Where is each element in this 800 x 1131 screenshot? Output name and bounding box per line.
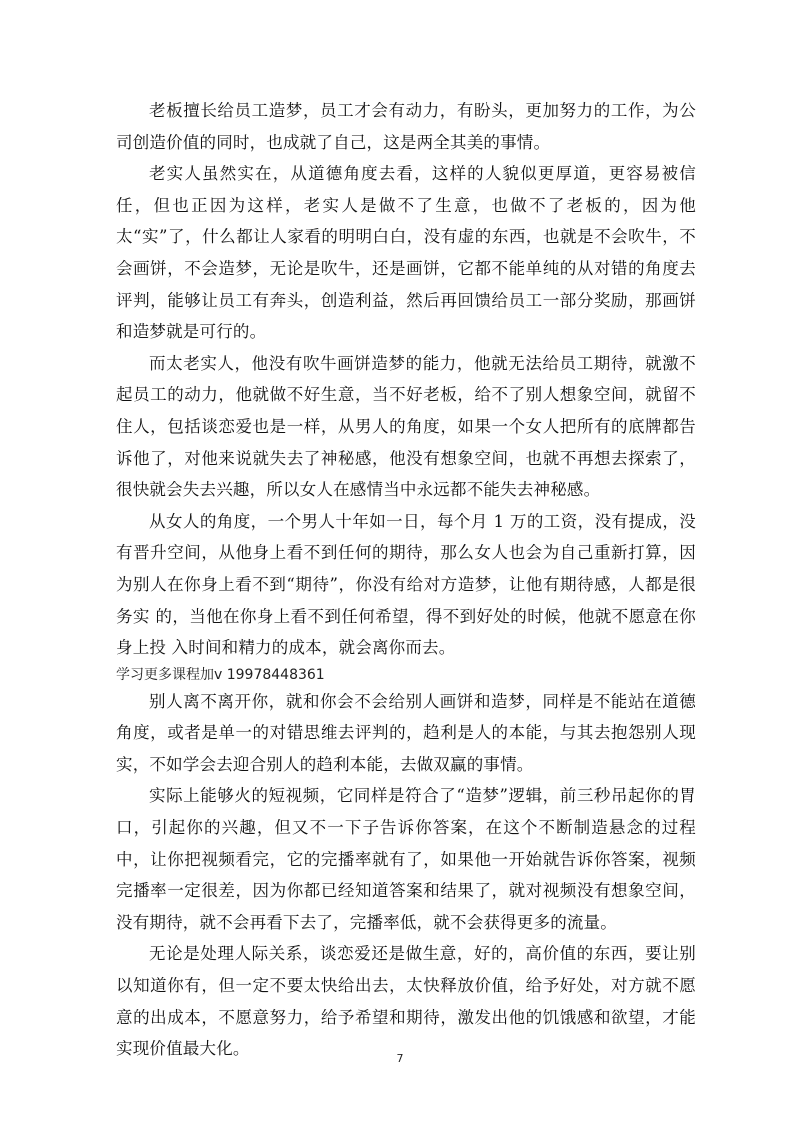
page-number: 7: [396, 1052, 404, 1065]
paragraph-1: 老板擅长给员工造梦，员工才会有动力，有盼头，更加努力的工作，为公司创造价值的同时，也成就了自己，这是两全其美的事情。: [116, 101, 696, 152]
paragraph-5: 别人离不离开你，就和你会不会给别人画饼和造梦，同样是不能站在道德角度，或者是单一的对错思维去评判的，趋利是人的本能，与其去抱怨别人现实，不如学会去迎合别人的趋利本能，去做双赢的事情。: [116, 691, 696, 774]
contact-note: 学习更多课程加v 19978448361: [116, 666, 325, 683]
paragraph-2: 老实人虽然实在，从道德角度去看，这样的人貌似更厚道，更容易被信任，但也正因为这样，老实人是做不了生意，也做不了老板的，因为他太“实”了，什么都让人家看的明明白白，没有虚的东西，也就是不会吹牛，不会画饼，不会造梦，无论是吹牛，还是画饼，它都不能单纯的从对错的角度去评判，能够让员工有奔头，创造利益，然后再回馈给员工一部分奖励，那画饼和造梦就是可行的。: [116, 164, 696, 342]
page-body: [116, 95, 696, 1065]
paragraph-3: 而太老实人，他没有吹牛画饼造梦的能力，他就无法给员工期待，就激不起员工的动力，他就做不好生意，当不好老板，给不了别人想象空间，就留不住人，包括谈恋爱也是一样，从男人的角度，如果一个女人把所有的底牌都告诉他了，对他来说就失去了神秘感，他没有想象空间，也就不再想去探索了，很快就会失去兴趣，所以女人在感情当中永远都不能失去神秘感。: [116, 353, 696, 500]
paragraph-4: 从女人的角度，一个男人十年如一日，每个月 1 万的工资，没有提成，没有晋升空间，从他身上看不到任何的期待，那么女人也会为自己重新打算，因为别人在你身上看不到“期待”，你没有给对方造梦，让他有期待感，人都是很务实 的，当他在你身上看不到任何希望，得不到好处的时候，他就不愿意在你身上投 入时间和精力的成本，就会离你而去。: [116, 511, 696, 658]
paragraph-7: 无论是处理人际关系，谈恋爱还是做生意，好的，高价值的东西，要让别以知道你有，但一定不要太快给出去，太快释放价值，给予好处，对方就不愿意的出成本，不愿意努力，给予希望和期待，激发出他的饥饿感和欲望，才能实现价值最大化。: [116, 944, 696, 1059]
paragraph-6: 实际上能够火的短视频，它同样是符合了“造梦”逻辑，前三秒吊起你的胃口，引起你的兴趣，但又不一下子告诉你答案，在这个不断制造悬念的过程中，让你把视频看完，它的完播率就有了，如果他一开始就告诉你答案，视频完播率一定很差，因为你都已经知道答案和结果了，就对视频没有想象空间，没有期待，就不会再看下去了，完播率低，就不会获得更多的流量。: [116, 786, 696, 932]
